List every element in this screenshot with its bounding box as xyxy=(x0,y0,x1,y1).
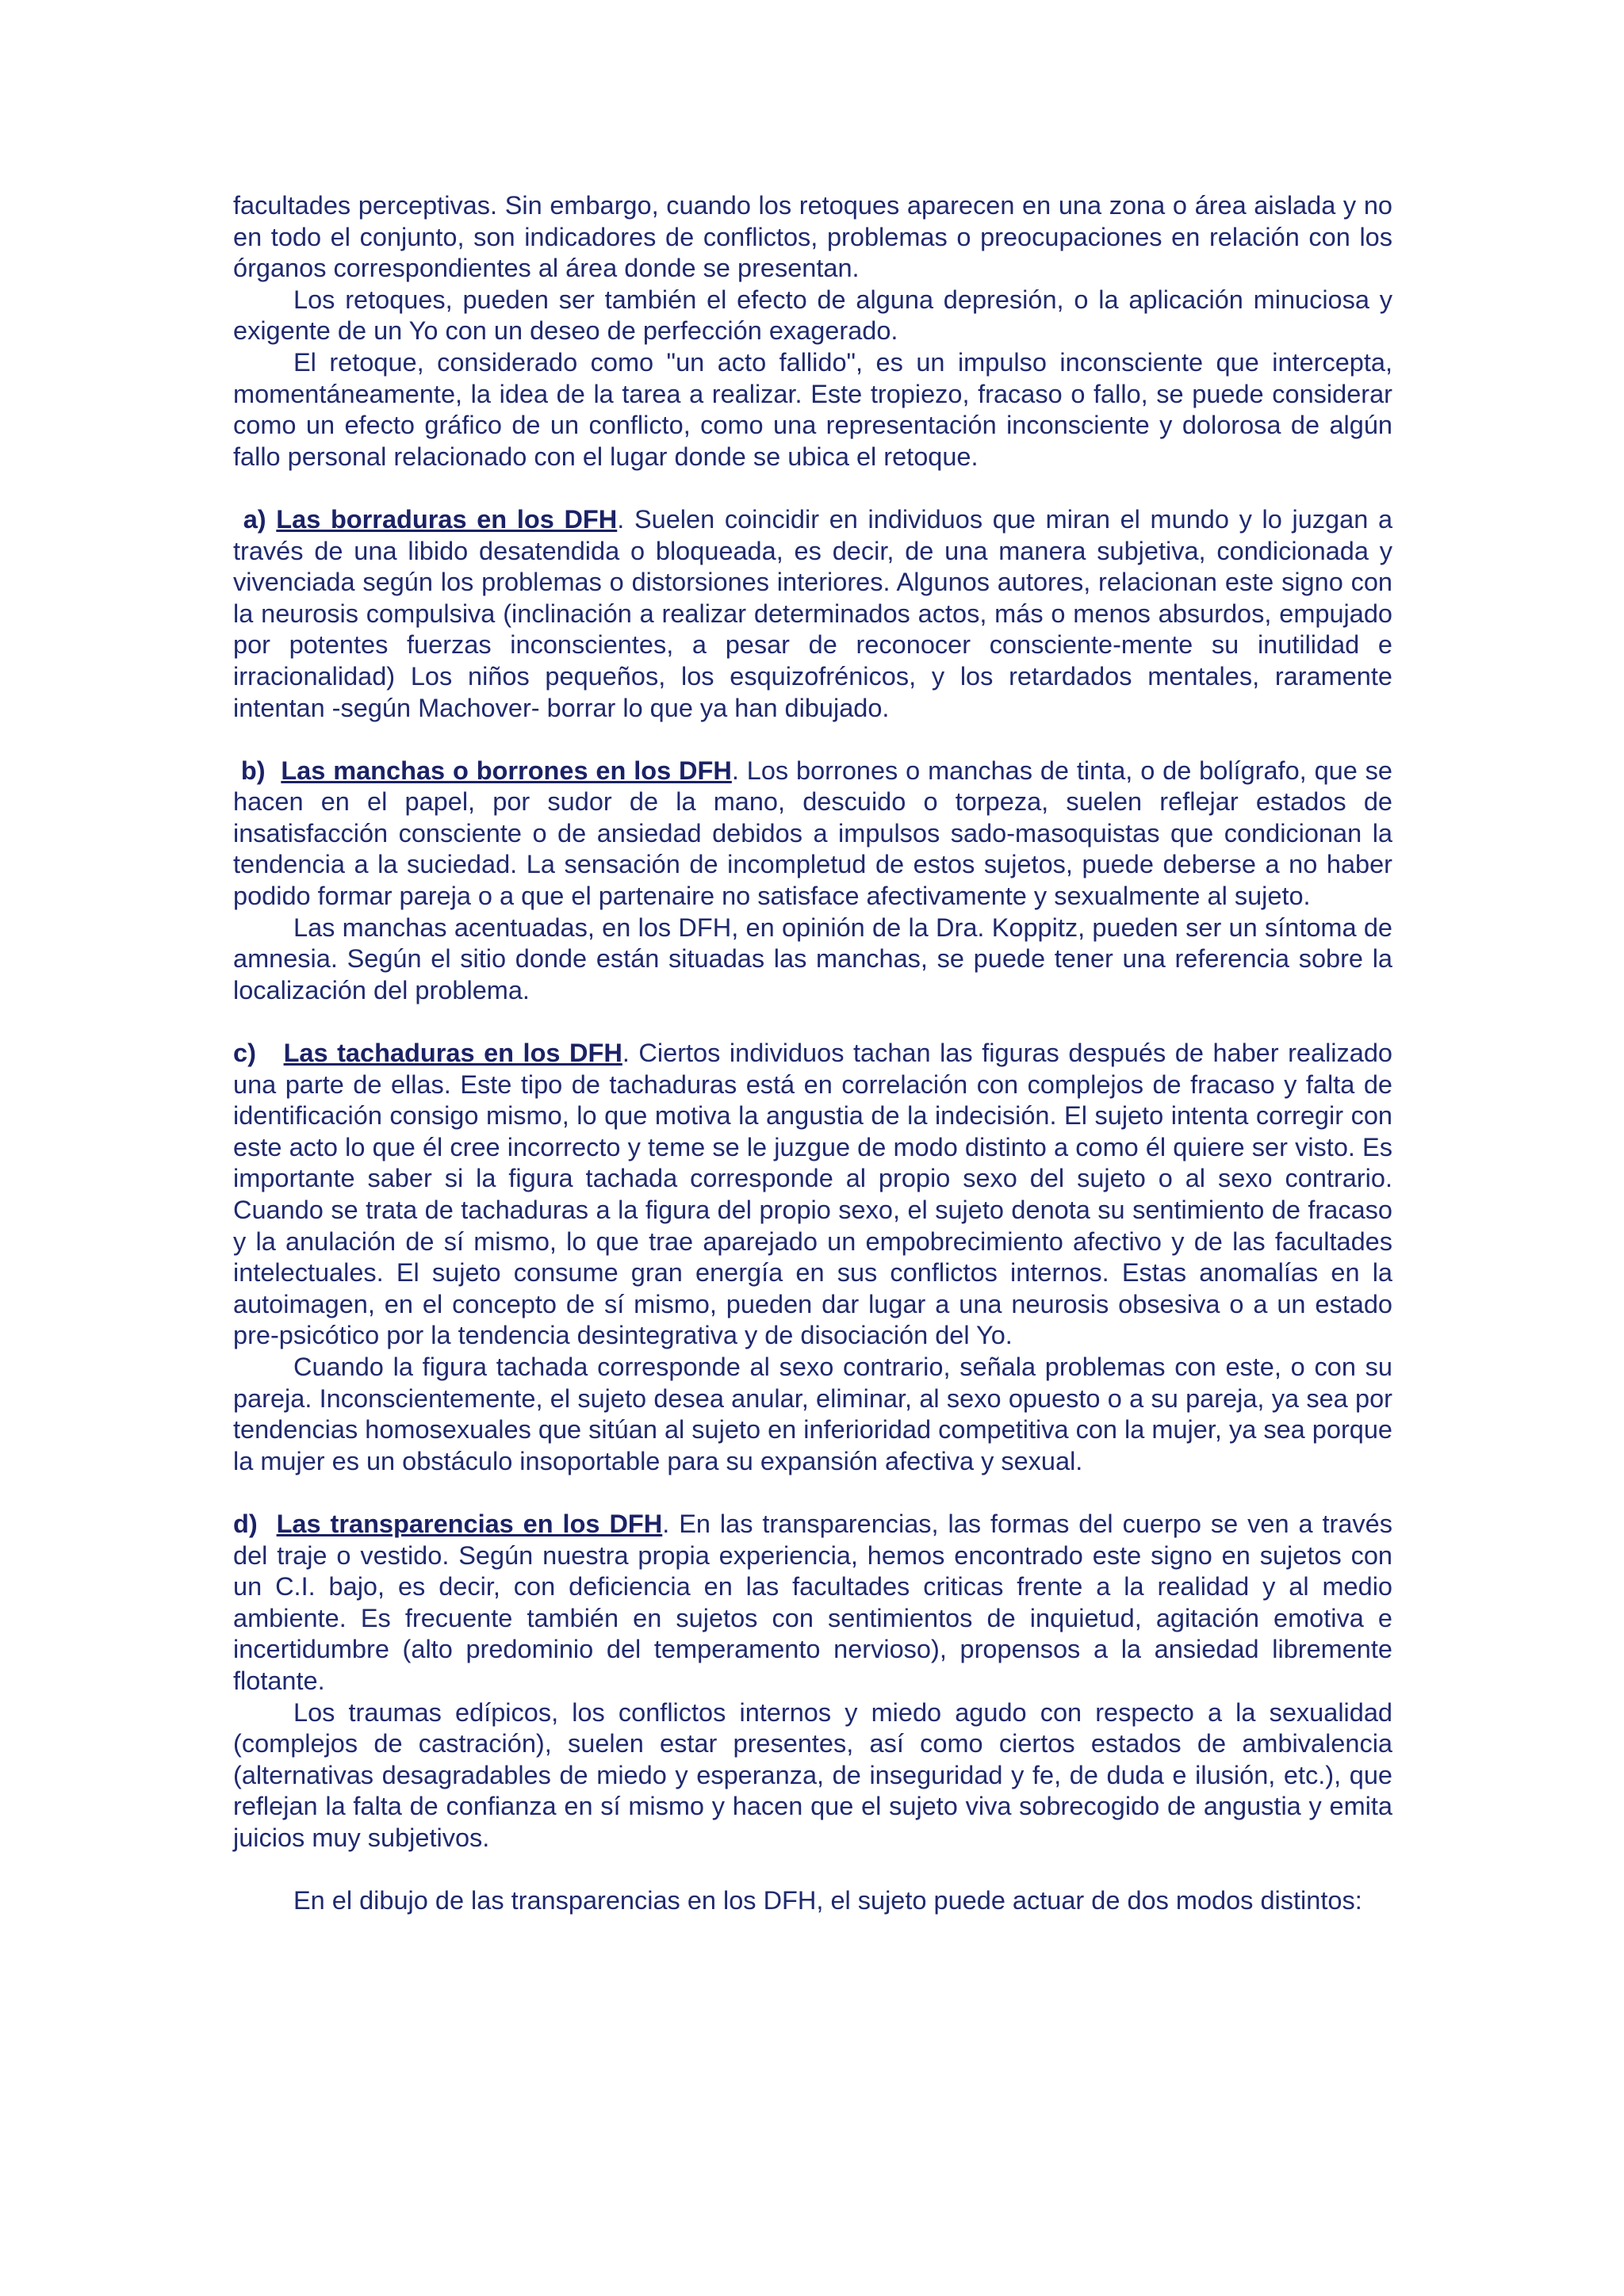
spacer xyxy=(233,1477,1392,1509)
section-a-paragraph xyxy=(233,504,1392,724)
section-b-title: Las manchas o borrones en los DFH xyxy=(281,756,732,785)
section-a-body: . Suelen coincidir en individuos que miran el mundo y lo juzgan a través de una libido desatendida o bloqueada, es decir, de una manera subjetiva, condicionada y vivenciada según los problemas o distorsiones interiores. Algunos autores, relacionan este signo con la neurosis compulsiva (inclinación a realizar determinados actos, más o menos absurdos, empujado por potentes fuerzas inconscientes, a pesar de reconocer consciente-mente su inutilidad e irracionalidad) Los niños pequeños, los esquizofrénicos, y los retardados mentales, raramente intentan -según Machover- borrar lo que ya han dibujado. xyxy=(233,504,1393,722)
section-a-letter: a) xyxy=(243,504,266,534)
intro-paragraph-2: Los retoques, pueden ser también el efecto de alguna depresión, o la aplicación minuciosa y exigente de un Yo con un deseo de perfección exagerado. xyxy=(233,285,1392,346)
section-b-paragraph-2: Las manchas acentuadas, en los DFH, en opinión de la Dra. Koppitz, pueden ser un síntoma de amnesia. Según el sitio donde están situadas las manchas, se puede tener una referencia sobre la localización del problema. xyxy=(233,913,1392,1004)
section-c-paragraph-2: Cuando la figura tachada corresponde al sexo contrario, señala problemas con este, o con su pareja. Inconscientemente, el sujeto desea anular, eliminar, al sexo opuesto o a su pareja, ya sea por tendencias homosexuales que sitúan al sujeto en inferioridad competitiva con la mujer, ya sea porque la mujer es un obstáculo insoportable para su expansión afectiva y sexual. xyxy=(233,1352,1392,1475)
document-body xyxy=(233,190,1392,1917)
intro-paragraph-1: facultades perceptivas. Sin embargo, cuando los retoques aparecen en una zona o área aislada y no en todo el conjunto, son indicadores de conflictos, problemas o preocupaciones en relación con los órganos correspondientes al área donde se presentan. xyxy=(233,191,1392,283)
spacer xyxy=(233,1854,1392,1885)
section-c-title: Las tachaduras en los DFH xyxy=(283,1039,622,1068)
section-d-title: Las transparencias en los DFH xyxy=(276,1509,663,1538)
spacer xyxy=(233,1006,1392,1038)
section-c-letter: c) xyxy=(233,1039,256,1068)
section-b-body: . Los borrones o manchas de tinta, o de bolígrafo, que se hacen en el papel, por sudor de la mano, descuido o torpeza, suelen reflejar estados de insatisfacción consciente o de ansiedad debidos a impulsos sado-masoquistas que condicionan la tendencia a la suciedad. La sensación de incompletud de estos sujetos, puede deberse a no haber podido formar pareja o a que el partenaire no satisface afectivamente y sexualmente al sujeto. xyxy=(233,756,1392,911)
section-d-letter: d) xyxy=(233,1509,258,1538)
closing-paragraph: En el dibujo de las transparencias en los DFH, el sujeto puede actuar de dos modos distintos: xyxy=(293,1886,1362,1915)
section-b-paragraph xyxy=(233,756,1392,913)
section-d-paragraph-2: Los traumas edípicos, los conflictos internos y miedo agudo con respecto a la sexualidad (complejos de castración), suelen estar presentes, así como ciertos estados de ambivalencia (alternativas desagradables de miedo y esperanza, de inseguridad y fe, de duda e ilusión, etc.), que reflejan la falta de confianza en sí mismo y hacen que el sujeto viva sobrecogido de angustia y emita juicios muy subjetivos. xyxy=(233,1697,1392,1852)
section-d-body: . En las transparencias, las formas del cuerpo se ven a través del traje o vestido. Según nuestra propia experiencia, hemos encontrado este signo en sujetos con un C.I. bajo, es decir, con deficiencia en las facultades criticas frente a la realidad y al medio ambiente. Es frecuente también en sujetos con sentimientos de inquietud, agitación emotiva e incertidumbre (alto predominio del temperamento nervioso), propensos a la ansiedad libremente flotante. xyxy=(233,1509,1393,1695)
intro-paragraph-3: El retoque, considerado como "un acto fallido", es un impulso inconsciente que intercepta, momentáneamente, la idea de la tarea a realizar. Este tropiezo, fracaso o fallo, se puede considerar como un efecto gráfico de un conflicto, como una representación inconsciente y dolorosa de algún fallo personal relacionado con el lugar donde se ubica el retoque. xyxy=(233,347,1392,471)
section-d-paragraph xyxy=(233,1509,1392,1697)
spacer xyxy=(233,724,1392,756)
section-b-letter: b) xyxy=(240,756,266,785)
section-a-title: Las borraduras en los DFH xyxy=(276,504,618,534)
section-c-paragraph xyxy=(233,1038,1392,1352)
section-c-body: . Ciertos individuos tachan las figuras después de haber realizado una parte de ellas. Este tipo de tachaduras está en correlación con complejos de fracaso y falta de identificación consigo mismo, lo que motiva la angustia de la indecisión. El sujeto intenta corregir con este acto lo que él cree incorrecto y teme se le juzgue de modo distinto a como él quiere ser visto. Es importante saber si la figura tachada corresponde al propio sexo del sujeto o al sexo contrario. Cuando se trata de tachaduras a la figura del propio sexo, el sujeto denota su sentimiento de fracaso y la anulación de sí mismo, lo que trae aparejado un empobrecimiento afectivo y de las facultades intelectuales. El sujeto consume gran energía en sus conflictos internos. Estas anomalías en la autoimagen, en el concepto de sí mismo, pueden dar lugar a una neurosis obsesiva o a un estado pre-psicótico por la tendencia desintegrativa y de disociación del Yo. xyxy=(233,1039,1393,1350)
spacer xyxy=(233,473,1392,504)
